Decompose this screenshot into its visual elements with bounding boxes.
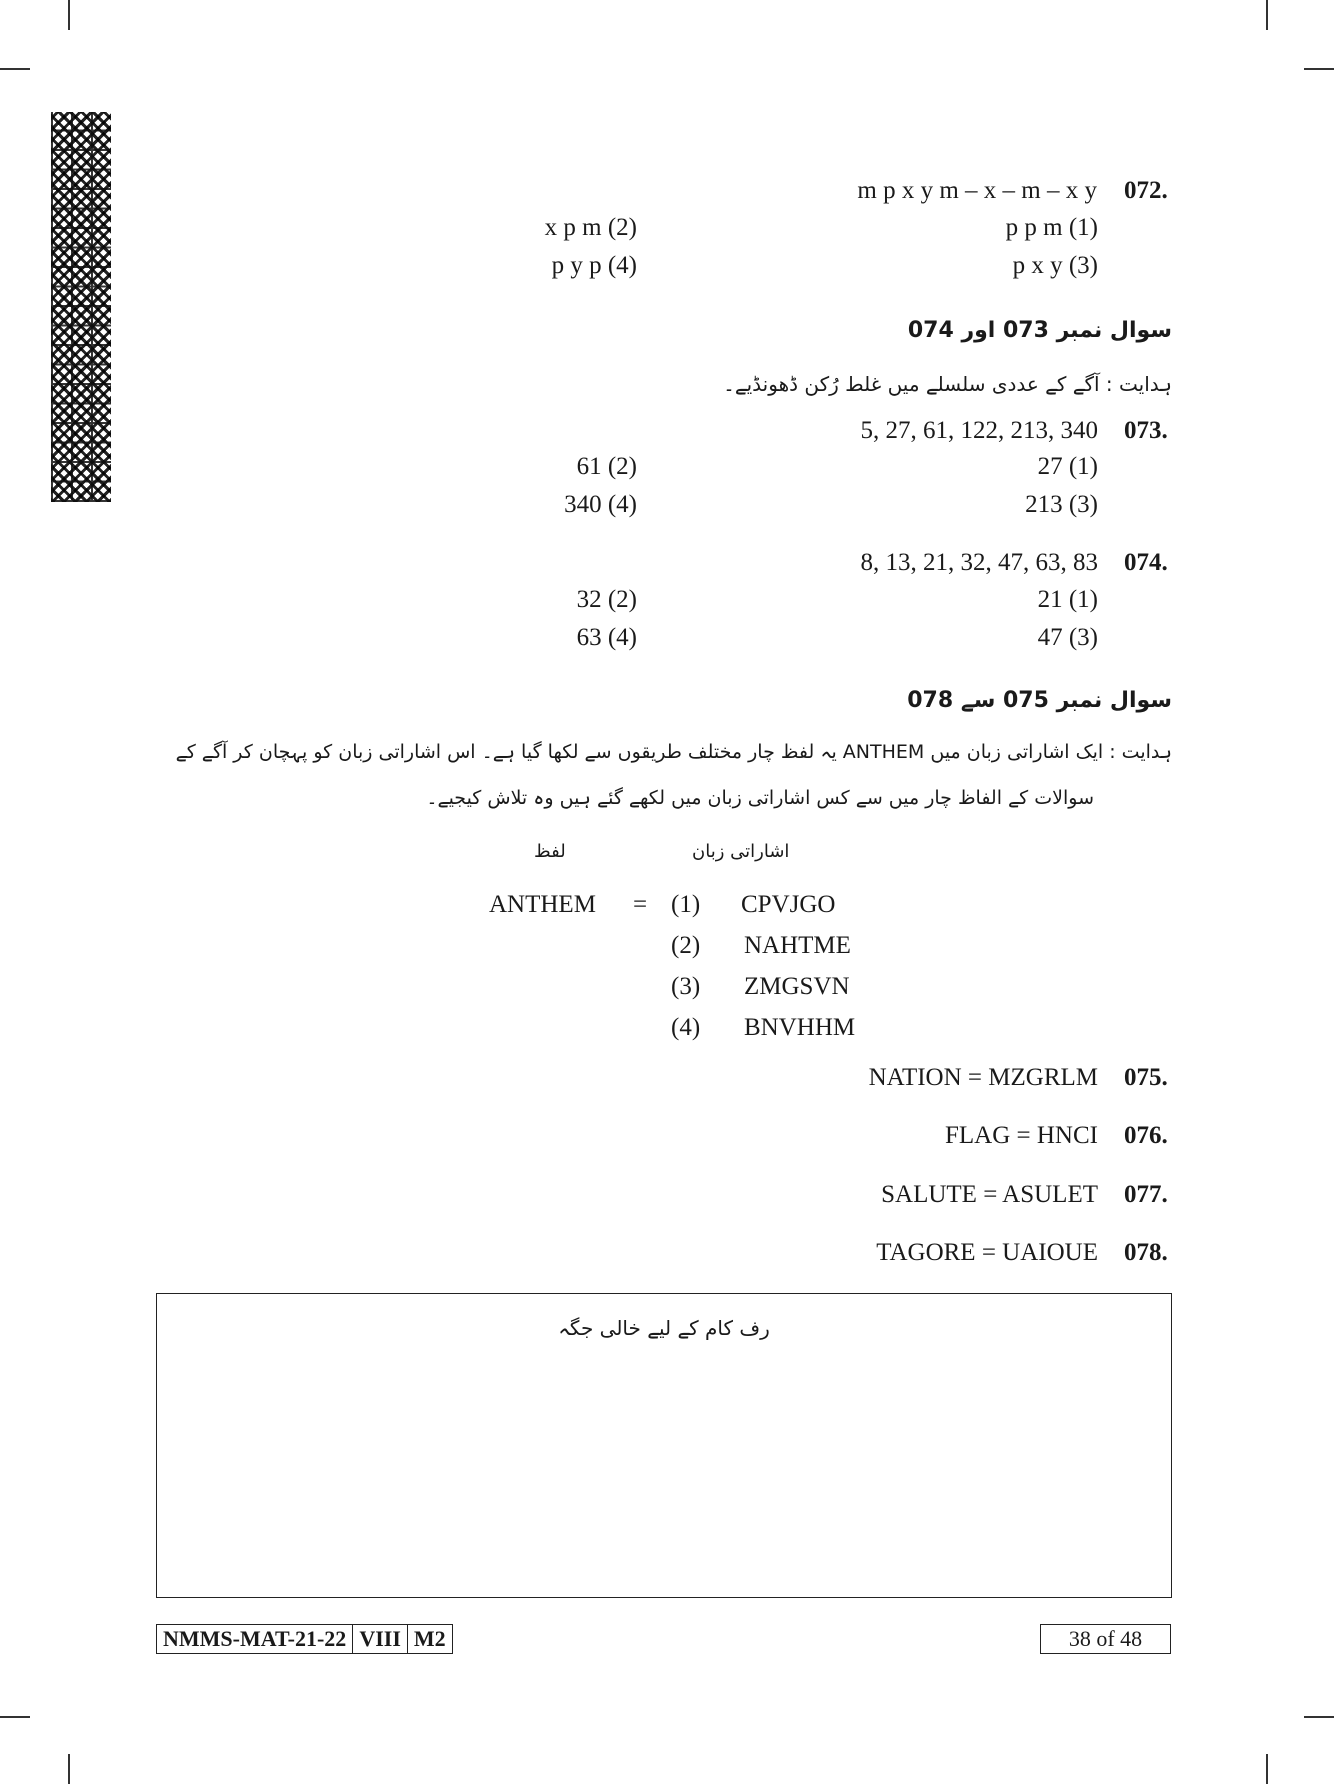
column-label-code: اشاراتی زبان [692,841,790,862]
section-heading-075-078: سوال نمبر 075 سے 078 [907,688,1172,713]
footer-class: VIII [352,1625,407,1653]
code-option-value: ZMGSVN [744,973,850,1000]
q074-option-4: 63 (4) [576,624,637,651]
q073-series: 5, 27, 61, 122, 213, 340 [860,417,1098,444]
q076-text: FLAG = HNCI [945,1122,1098,1149]
q072-option-1: p p m (1) [1005,214,1098,241]
q073-number: 073. [1124,417,1168,444]
code-word: ANTHEM [489,891,596,918]
code-option-num: (4) [671,1014,701,1041]
code-option-value: BNVHHM [744,1014,856,1041]
footer-exam-code-box [156,1624,453,1654]
crop-mark [0,68,30,70]
q077-text: SALUTE = ASULET [881,1181,1098,1208]
q072-option-3: p x y (3) [1012,252,1098,279]
code-option-num: (1) [671,891,701,918]
q078-text: TAGORE = UAIOUE [876,1239,1098,1266]
crop-mark [68,0,70,30]
q074-series: 8, 13, 21, 32, 47, 63, 83 [860,549,1098,576]
crop-mark [1266,0,1268,30]
q076-number: 076. [1124,1122,1168,1149]
q072-option-4: p y p (4) [551,252,637,279]
rough-work-label: رف کام کے لیے خالی جگہ [558,1316,770,1340]
crop-mark [1304,1716,1334,1718]
section-instruction-line1: ہدایت : ایک اشاراتی زبان میں ANTHEM یہ لفظ چار مختلف طریقوں سے لکھا گیا ہے۔ اس اشاراتی زبان کو پہچان کر آگے کے [175,741,1172,763]
crop-mark [68,1754,70,1784]
q078-number: 078. [1124,1239,1168,1266]
column-label-word: لفظ [534,841,566,862]
footer-medium: M2 [407,1625,452,1653]
q075-text: NATION = MZGRLM [868,1064,1098,1091]
q075-number: 075. [1124,1064,1168,1091]
q073-option-4: 340 (4) [564,491,637,518]
footer-page-box [1040,1624,1171,1654]
q072-number: 072. [1124,177,1168,204]
q077-number: 077. [1124,1181,1168,1208]
q072-option-2: x p m (2) [544,214,637,241]
section-instruction-073-074: ہدایت : آگے کے عددی سلسلے میں غلط رُکن ڈھونڈیے۔ [723,372,1172,396]
q072-series: m p x y m – x – m – x y [857,177,1097,204]
q074-number: 074. [1124,549,1168,576]
q074-option-2: 32 (2) [576,586,637,613]
section-heading-073-074: سوال نمبر 073 اور 074 [907,318,1172,343]
crop-mark [1304,68,1334,70]
crop-mark [0,1716,30,1718]
section-instruction-line2: سوالات کے الفاظ چار میں سے کس اشاراتی زبان میں لکھے گئے ہیں وہ تلاش کیجیے۔ [426,787,1094,809]
q074-option-1: 21 (1) [1037,586,1098,613]
q073-option-1: 27 (1) [1037,453,1098,480]
code-option-value: NAHTME [744,932,851,959]
q073-option-3: 213 (3) [1025,491,1098,518]
crop-mark [1266,1754,1268,1784]
footer-exam-code: NMMS-MAT-21-22 [163,1626,347,1651]
decorative-border-grid [51,112,111,502]
q073-option-2: 61 (2) [576,453,637,480]
code-option-num: (2) [671,932,701,959]
code-option-num: (3) [671,973,701,1000]
footer-page-number: 38 of 48 [1068,1626,1143,1651]
code-option-value: CPVJGO [741,891,836,918]
code-equals: = [633,891,648,918]
rough-work-area [156,1293,1172,1598]
q074-option-3: 47 (3) [1037,624,1098,651]
